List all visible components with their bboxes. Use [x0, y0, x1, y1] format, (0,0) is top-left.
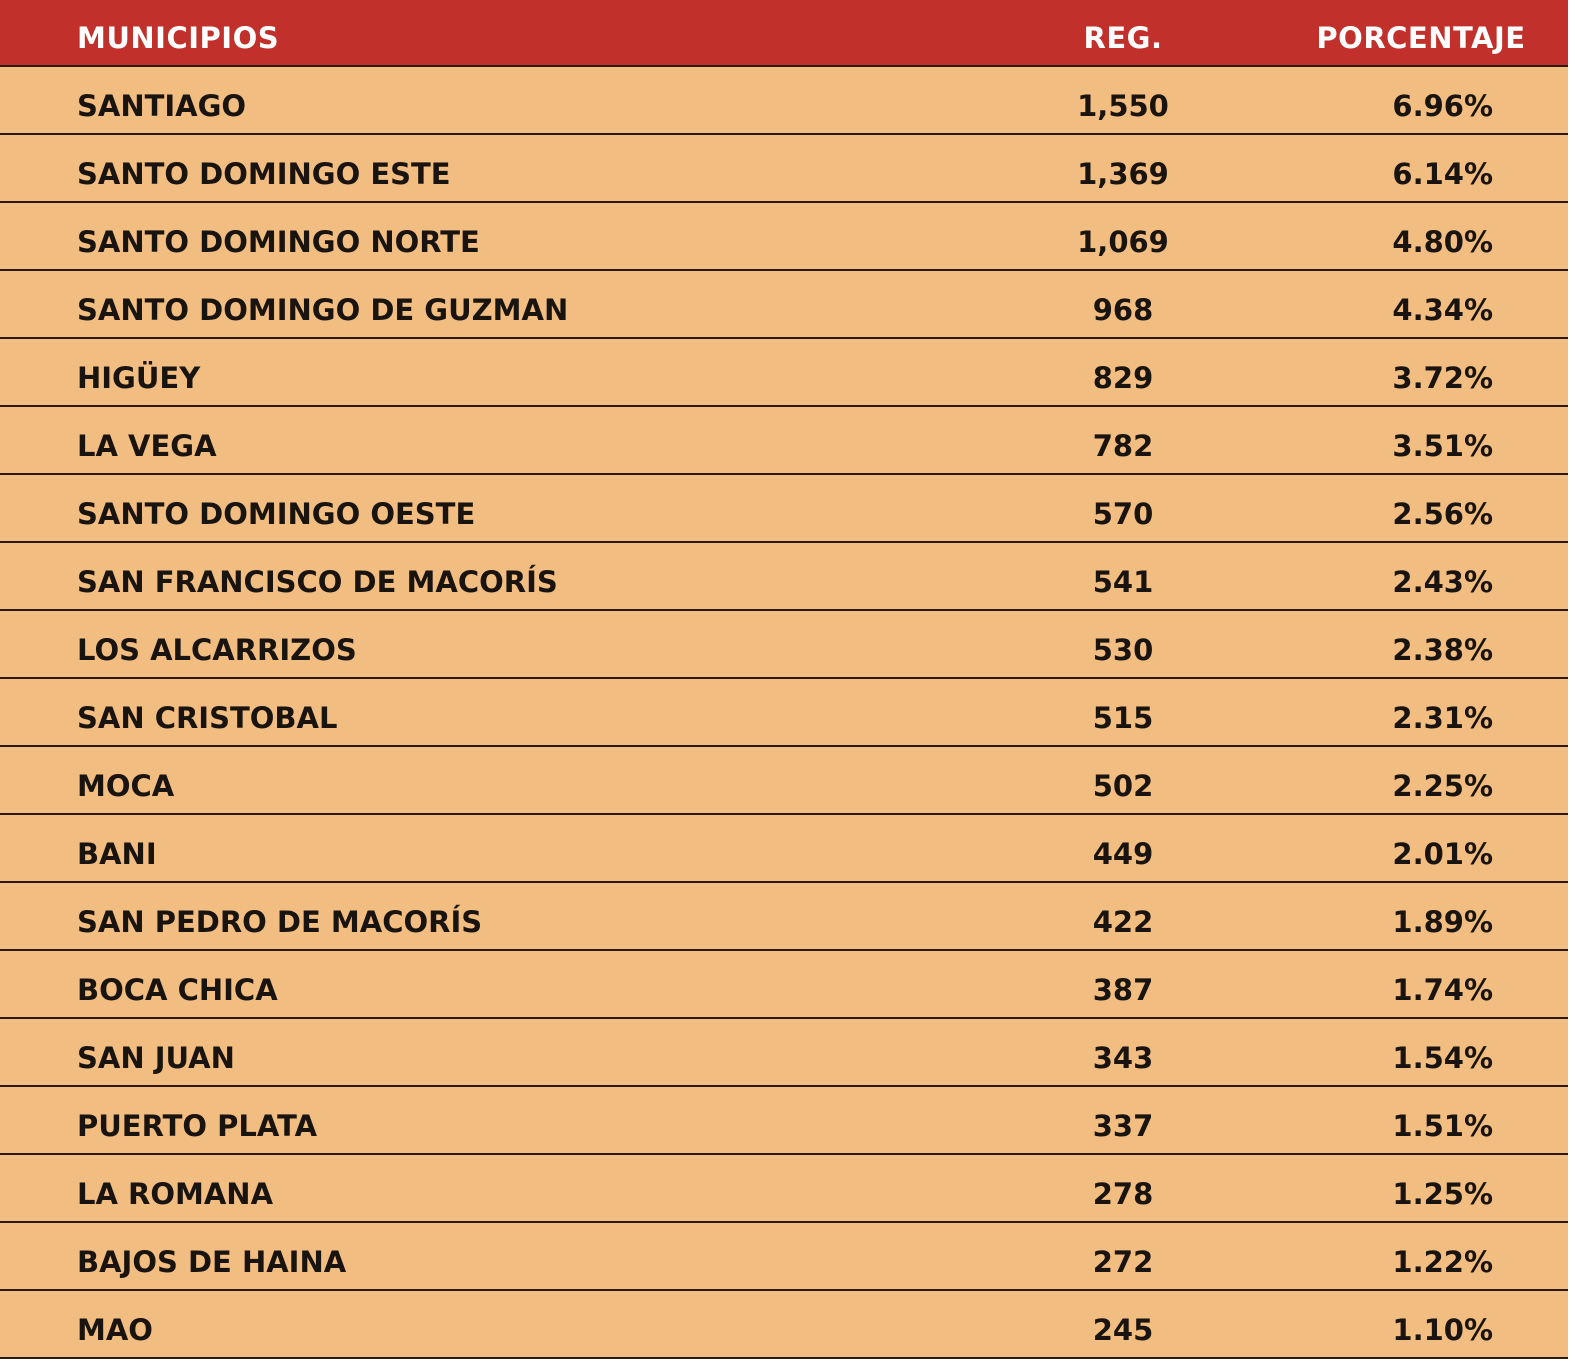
cell-porcentaje: 1.74% [1392, 973, 1493, 1007]
cell-reg: 1,369 [1077, 157, 1169, 191]
table-row [0, 679, 1568, 747]
cell-municipio: SANTIAGO [77, 89, 247, 123]
cell-porcentaje: 1.89% [1392, 905, 1493, 939]
cell-reg: 278 [1092, 1177, 1154, 1211]
cell-reg: 422 [1092, 905, 1154, 939]
cell-reg: 530 [1092, 633, 1154, 667]
header-municipios: MUNICIPIOS [77, 21, 280, 55]
cell-municipio: MOCA [77, 769, 175, 803]
cell-reg: 272 [1092, 1245, 1154, 1279]
cell-reg: 570 [1092, 497, 1154, 531]
cell-reg: 337 [1092, 1109, 1154, 1143]
cell-porcentaje: 2.31% [1392, 701, 1493, 735]
table-row [0, 407, 1568, 475]
cell-municipio: SAN PEDRO DE MACORÍS [77, 905, 483, 939]
table-row [0, 271, 1568, 339]
cell-porcentaje: 2.38% [1392, 633, 1493, 667]
cell-reg: 515 [1092, 701, 1154, 735]
cell-reg: 968 [1092, 293, 1154, 327]
cell-municipio: PUERTO PLATA [77, 1109, 318, 1143]
table-row [0, 339, 1568, 407]
cell-porcentaje: 1.51% [1392, 1109, 1493, 1143]
table-row [0, 883, 1568, 951]
cell-reg: 541 [1092, 565, 1154, 599]
cell-municipio: SAN JUAN [77, 1041, 235, 1075]
cell-municipio: BAJOS DE HAINA [77, 1245, 347, 1279]
cell-porcentaje: 4.34% [1392, 293, 1493, 327]
cell-municipio: BANI [77, 837, 157, 871]
table-row [0, 747, 1568, 815]
table-row [0, 203, 1568, 271]
cell-reg: 1,069 [1077, 225, 1169, 259]
cell-municipio: SANTO DOMINGO NORTE [77, 225, 480, 259]
table-row [0, 67, 1568, 135]
table-row [0, 135, 1568, 203]
table-row [0, 475, 1568, 543]
cell-porcentaje: 3.72% [1392, 361, 1493, 395]
cell-reg: 449 [1092, 837, 1154, 871]
cell-municipio: BOCA CHICA [77, 973, 278, 1007]
cell-municipio: MAO [77, 1313, 153, 1347]
table-row [0, 1155, 1568, 1223]
table-row [0, 951, 1568, 1019]
table-row [0, 543, 1568, 611]
cell-reg: 343 [1092, 1041, 1154, 1075]
cell-porcentaje: 6.96% [1392, 89, 1493, 123]
cell-reg: 387 [1092, 973, 1154, 1007]
cell-porcentaje: 4.80% [1392, 225, 1493, 259]
cell-municipio: LA ROMANA [77, 1177, 274, 1211]
table-row [0, 611, 1568, 679]
header-porcentaje: PORCENTAJE [1316, 21, 1526, 55]
cell-porcentaje: 1.10% [1392, 1313, 1493, 1347]
cell-porcentaje: 1.25% [1392, 1177, 1493, 1211]
cell-municipio: LA VEGA [77, 429, 217, 463]
cell-porcentaje: 2.01% [1392, 837, 1493, 871]
cell-reg: 782 [1092, 429, 1154, 463]
cell-municipio: HIGÜEY [77, 361, 201, 395]
cell-municipio: SANTO DOMINGO OESTE [77, 497, 476, 531]
cell-porcentaje: 2.43% [1392, 565, 1493, 599]
cell-porcentaje: 2.25% [1392, 769, 1493, 803]
cell-reg: 1,550 [1077, 89, 1169, 123]
cell-porcentaje: 6.14% [1392, 157, 1493, 191]
cell-municipio: SANTO DOMINGO DE GUZMAN [77, 293, 569, 327]
cell-reg: 502 [1092, 769, 1154, 803]
cell-municipio: SAN CRISTOBAL [77, 701, 338, 735]
cell-porcentaje: 2.56% [1392, 497, 1493, 531]
cell-reg: 829 [1092, 361, 1154, 395]
table-row [0, 815, 1568, 883]
table-header [0, 0, 1568, 67]
cell-porcentaje: 1.54% [1392, 1041, 1493, 1075]
cell-reg: 245 [1092, 1313, 1154, 1347]
cell-porcentaje: 3.51% [1392, 429, 1493, 463]
table-row [0, 1223, 1568, 1291]
table-body [0, 67, 1568, 1359]
cell-porcentaje: 1.22% [1392, 1245, 1493, 1279]
table-row [0, 1291, 1568, 1359]
table-row [0, 1019, 1568, 1087]
cell-municipio: SANTO DOMINGO ESTE [77, 157, 451, 191]
cell-municipio: LOS ALCARRIZOS [77, 633, 357, 667]
table-row [0, 1087, 1568, 1155]
cell-municipio: SAN FRANCISCO DE MACORÍS [77, 565, 558, 599]
header-reg: REG. [1083, 21, 1163, 55]
